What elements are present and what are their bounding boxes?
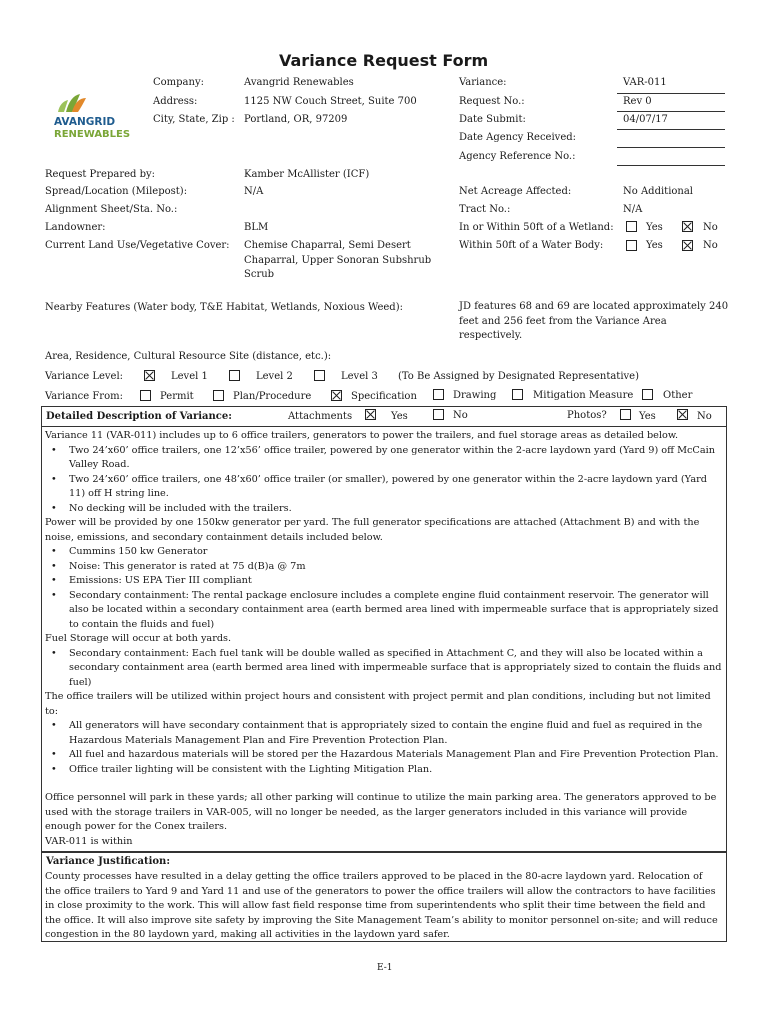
address-label: Address:	[153, 96, 198, 107]
area-label: Area, Residence, Cultural Resource Site (distance, etc.):	[45, 351, 332, 362]
detail-list-1	[45, 444, 723, 517]
photos-yes-label: Yes	[639, 411, 656, 422]
date-submit-line	[617, 129, 725, 130]
logo-mark	[50, 92, 142, 144]
detail-header-divider	[42, 426, 726, 427]
level1-label: Level 1	[171, 371, 208, 382]
prepared-value: Kamber McAllister (ICF)	[244, 169, 370, 180]
company-label: Company:	[153, 77, 204, 88]
detail-body	[45, 429, 723, 849]
avangrid-logo	[50, 92, 142, 144]
detail-list-2	[45, 545, 723, 632]
specification-checkbox[interactable]	[331, 390, 342, 401]
detail-para-2: Power will be provided by one 150kw generator per yard. The full generator specifications are attached (Attachment B) and with the noise, emissions, and secondary containment details included below.	[45, 517, 700, 543]
agency-ref-label: Agency Reference No.:	[459, 151, 576, 162]
page-title: Variance Request Form	[279, 51, 489, 70]
permit-label: Permit	[160, 391, 194, 402]
variance-line	[617, 93, 725, 94]
detail-para-3: Fuel Storage will occur at both yards.	[45, 633, 232, 644]
spread-label: Spread/Location (Milepost):	[45, 186, 188, 197]
list-item: • All fuel and hazardous materials will be stored per the Hazardous Materials Management Plan and Fire Prevention Protection Plan.	[45, 748, 723, 763]
permit-checkbox[interactable]	[140, 390, 151, 401]
detail-para-4: The office trailers will be utilized within project hours and consistent with project permit and plan conditions, including but not limited to:	[45, 691, 711, 717]
alignment-label: Alignment Sheet/Sta. No.:	[45, 204, 178, 215]
detail-para-5: Office personnel will park in these yards; all other parking will continue to utilize the main parking area. The generators approved to be used with the storage trailers in VAR-005, will no longer be needed, as the larger generators included in this variance will provide enough power for the Conex trailers.	[45, 792, 717, 832]
logo-line1: AVANGRID	[54, 116, 116, 128]
city-label: City, State, Zip :	[153, 114, 235, 125]
list-item: • Noise: This generator is rated at 75 d(B)a @ 7m	[45, 560, 723, 575]
detail-para-1: Variance 11 (VAR-011) includes up to 6 office trailers, generators to power the trailers, and fuel storage areas as detailed below.	[45, 430, 679, 441]
level1-checkbox[interactable]	[144, 370, 155, 381]
photos-label: Photos?	[567, 410, 607, 421]
tract-value: N/A	[623, 204, 643, 215]
level-label: Variance Level:	[45, 371, 124, 382]
acreage-label: Net Acreage Affected:	[459, 186, 572, 197]
attachments-no-label: No	[453, 410, 468, 421]
page-number: E-1	[377, 963, 393, 973]
waterbody-label: Within 50ft of a Water Body:	[459, 240, 604, 251]
level3-label: Level 3	[341, 371, 378, 382]
address-value: 1125 NW Couch Street, Suite 700	[244, 96, 417, 107]
wetland-no-checkbox[interactable]	[682, 221, 693, 232]
detail-para-6: VAR-011 is within	[45, 835, 133, 847]
other-label: Other	[663, 390, 693, 401]
request-line	[617, 111, 725, 112]
photos-no-checkbox[interactable]	[677, 409, 688, 420]
wetland-yes-label: Yes	[646, 222, 663, 233]
spread-value: N/A	[244, 186, 264, 197]
detail-list-4	[45, 719, 723, 777]
attachments-yes-checkbox[interactable]	[365, 409, 376, 420]
wetland-label: In or Within 50ft of a Wetland:	[459, 222, 614, 233]
agency-ref-field[interactable]	[617, 165, 725, 166]
list-item: • Emissions: US EPA Tier III compliant	[45, 574, 723, 589]
list-item: • No decking will be included with the trailers.	[45, 502, 723, 517]
drawing-label: Drawing	[453, 390, 497, 401]
attachments-no-checkbox[interactable]	[433, 409, 444, 420]
prepared-label: Request Prepared by:	[45, 169, 156, 180]
wetland-no-label: No	[703, 222, 718, 233]
justification-heading: Variance Justification:	[46, 856, 171, 867]
attachments-label: Attachments	[288, 411, 353, 422]
request-value[interactable]: Rev 0	[623, 96, 652, 107]
date-submit-value[interactable]: 04/07/17	[623, 114, 668, 125]
variance-label: Variance:	[459, 77, 507, 88]
justification-text: County processes have resulted in a delay getting the office trailers approved to be placed in the 80-acre laydown yard. Relocation of the office trailers to Yard 9 and Yard 11 and use of the generators to power the office trailers will allow the contractors to have facilities in close proximity to the work. This will allow fast field response time from superintendents who split their time between the field and the office. It will also improve site safety by improving the Site Management Team’s ability to monitor personnel on-site; and will reduce congestion in the 80 laydown yard, making all activities in the laydown yard safer.	[45, 871, 718, 940]
nearby-label: Nearby Features (Water body, T&E Habitat, Wetlands, Noxious Weed):	[45, 302, 403, 313]
level2-checkbox[interactable]	[229, 370, 240, 381]
waterbody-yes-label: Yes	[646, 240, 663, 251]
photos-yes-checkbox[interactable]	[620, 409, 631, 420]
list-item: • Secondary containment: Each fuel tank will be double walled as specified in Attachment C, and they will also be located within a secondary containment area (earth bermed area lined with impermeable surface that is appropriately sized to contain the fluids and fuel)	[45, 647, 723, 691]
company-value: Avangrid Renewables	[244, 77, 354, 88]
acreage-value: No Additional	[623, 186, 694, 197]
mitigation-checkbox[interactable]	[512, 389, 523, 400]
list-item: • Cummins 150 kw Generator	[45, 545, 723, 560]
date-received-field[interactable]	[617, 147, 725, 148]
from-label: Variance From:	[45, 391, 123, 402]
detail-list-3	[45, 647, 723, 691]
photos-no-label: No	[697, 411, 712, 422]
list-item: • Office trailer lighting will be consistent with the Lighting Mitigation Plan.	[45, 763, 723, 778]
list-item: • Two 24’x60’ office trailers, one 48’x60’ office trailer (or smaller), powered by one generator within the 2-acre laydown yard (Yard 11) off H string line.	[45, 473, 723, 502]
other-checkbox[interactable]	[642, 389, 653, 400]
date-submit-label: Date Submit:	[459, 114, 526, 125]
drawing-checkbox[interactable]	[433, 389, 444, 400]
mitigation-label: Mitigation Measure	[533, 390, 634, 401]
plan-label: Plan/Procedure	[233, 391, 312, 402]
waterbody-yes-checkbox[interactable]	[626, 240, 637, 251]
date-received-label: Date Agency Received:	[459, 132, 577, 143]
waterbody-no-label: No	[703, 240, 718, 251]
list-item: • Two 24’x60’ office trailers, one 12’x56’ office trailer, powered by one generator within the 2-acre laydown yard (Yard 9) off McCain Valley Road.	[45, 444, 723, 473]
detail-heading: Detailed Description of Variance:	[46, 411, 232, 422]
level-note: (To Be Assigned by Designated Representative)	[398, 371, 639, 382]
request-label: Request No.:	[459, 96, 525, 107]
wetland-yes-checkbox[interactable]	[626, 221, 637, 232]
landowner-value: BLM	[244, 222, 269, 233]
landuse-value: Chemise Chaparral, Semi Desert Chaparral, Upper Sonoran Subshrub Scrub	[244, 240, 432, 280]
plan-checkbox[interactable]	[213, 390, 224, 401]
nearby-value: JD features 68 and 69 are located approximately 240 feet and 256 feet from the Variance Area respectively.	[459, 301, 729, 341]
attachments-yes-label: Yes	[391, 411, 408, 422]
variance-value[interactable]: VAR-011	[623, 77, 667, 88]
list-item: • All generators will have secondary containment that is appropriately sized to contain the engine fluid and fuel as required in the Hazardous Materials Management Plan and Fire Prevention Protection Plan.	[45, 719, 723, 748]
specification-label: Specification	[351, 391, 417, 402]
city-value: Portland, OR, 97209	[244, 114, 348, 125]
landuse-label: Current Land Use/Vegetative Cover:	[45, 240, 230, 251]
landowner-label: Landowner:	[45, 222, 106, 233]
list-item: • Secondary containment: The rental package enclosure includes a complete engine fluid containment reservoir. The generator will also be located within a secondary containment area (earth bermed area lined with impermeable surface that is appropriately sized to contain the fluids and fuel)	[45, 589, 723, 633]
tract-label: Tract No.:	[459, 204, 511, 215]
level3-checkbox[interactable]	[314, 370, 325, 381]
logo-line2: RENEWABLES	[54, 129, 131, 140]
waterbody-no-checkbox[interactable]	[682, 240, 693, 251]
level2-label: Level 2	[256, 371, 293, 382]
